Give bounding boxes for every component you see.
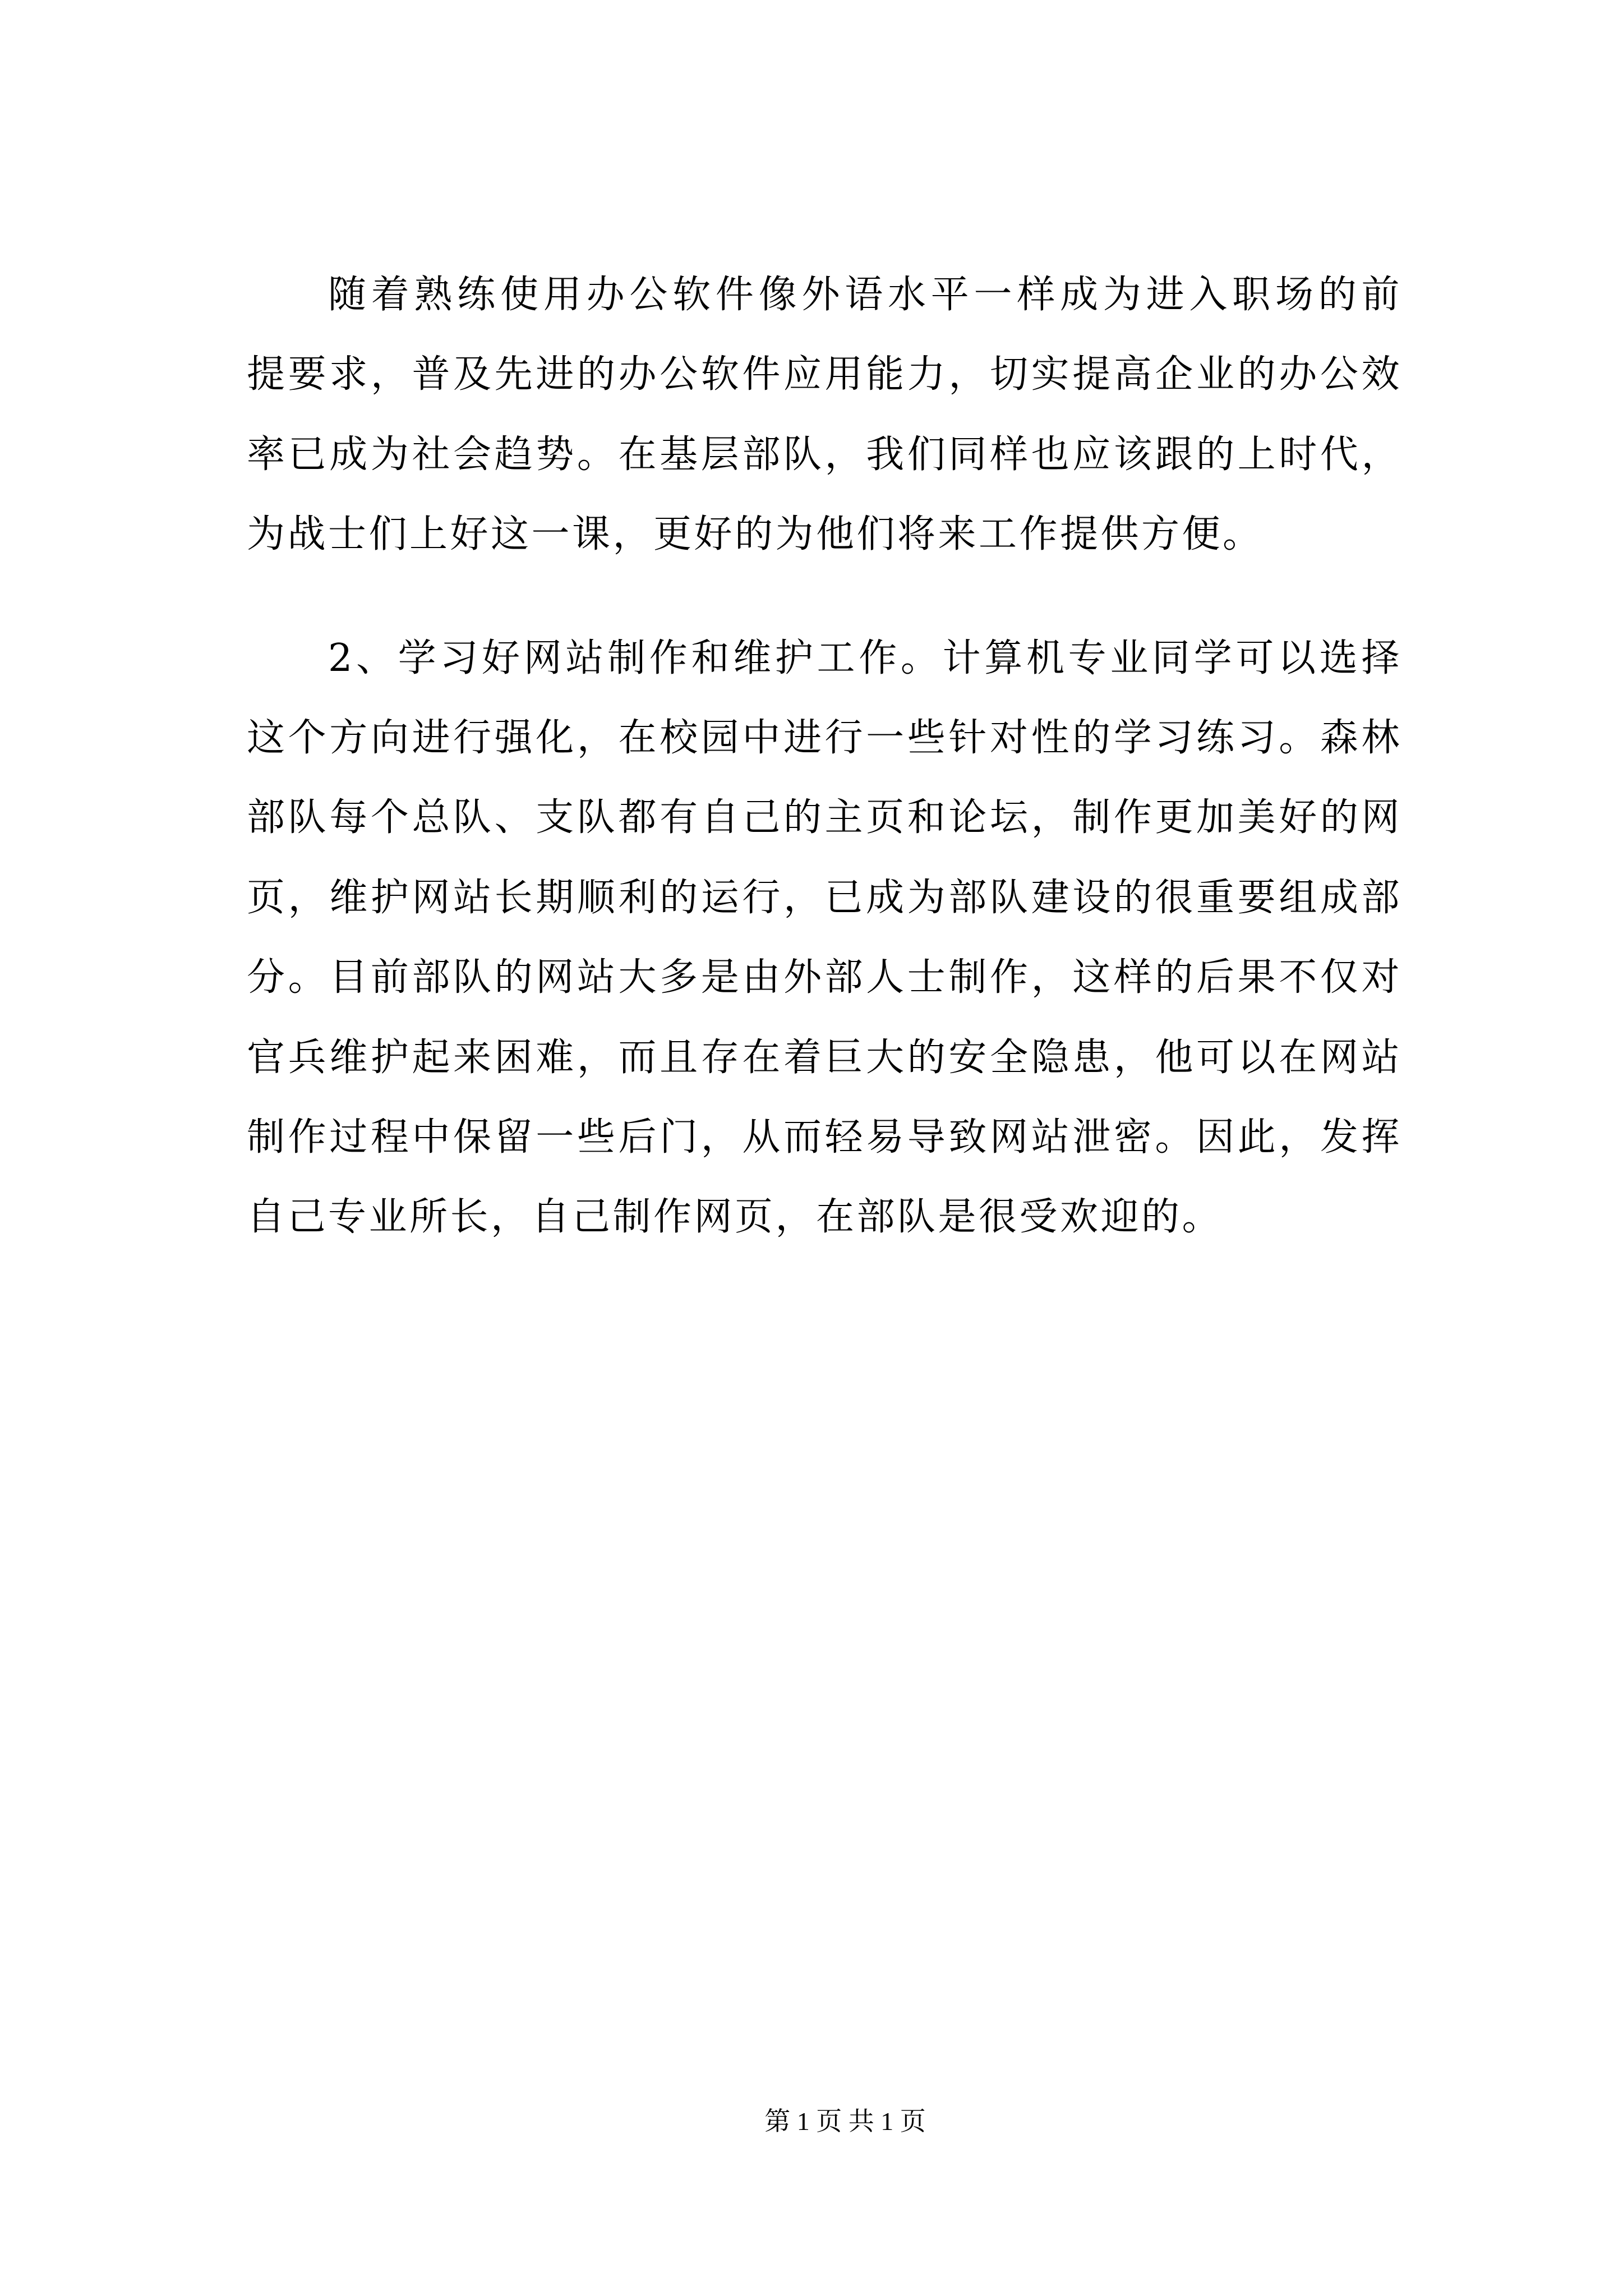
page-footer: 第 1 页 共 1 页 bbox=[764, 2107, 926, 2136]
paragraph bbox=[247, 255, 1402, 575]
document-body bbox=[247, 255, 1402, 1258]
paragraph-line: 页，维护网站长期顺利的运行，已成为部队建设的很重要组成部 bbox=[247, 875, 1402, 920]
paragraph-line: 制作过程中保留一些后门，从而轻易导致网站泄密。因此，发挥 bbox=[247, 1115, 1402, 1159]
paragraph-line: 部队每个总队、支队都有自己的主页和论坛，制作更加美好的网 bbox=[247, 795, 1402, 840]
paragraph-line: 自己专业所长，自己制作网页，在部队是很受欢迎的。 bbox=[247, 1195, 1223, 1240]
paragraph-line: 官兵维护起来困难，而且存在着巨大的安全隐患，他可以在网站 bbox=[247, 1035, 1402, 1080]
paragraph-line: 提要求，普及先进的办公软件应用能力，切实提高企业的办公效 bbox=[247, 352, 1402, 397]
paragraph-line: 率已成为社会趋势。在基层部队，我们同样也应该跟的上时代， bbox=[247, 432, 1402, 477]
paragraph-line: 随着熟练使用办公软件像外语水平一样成为进入职场的前 bbox=[328, 273, 1402, 317]
paragraph bbox=[247, 619, 1402, 1258]
paragraph-line: 为战士们上好这一课，更好的为他们将来工作提供方便。 bbox=[247, 512, 1264, 557]
paragraph-line: 2、学习好网站制作和维护工作。计算机专业同学可以选择 bbox=[328, 636, 1402, 680]
paragraph-line: 分。目前部队的网站大多是由外部人士制作，这样的后果不仅对 bbox=[247, 955, 1402, 1000]
paragraph-line: 这个方向进行强化，在校园中进行一些针对性的学习练习。森林 bbox=[247, 715, 1402, 760]
